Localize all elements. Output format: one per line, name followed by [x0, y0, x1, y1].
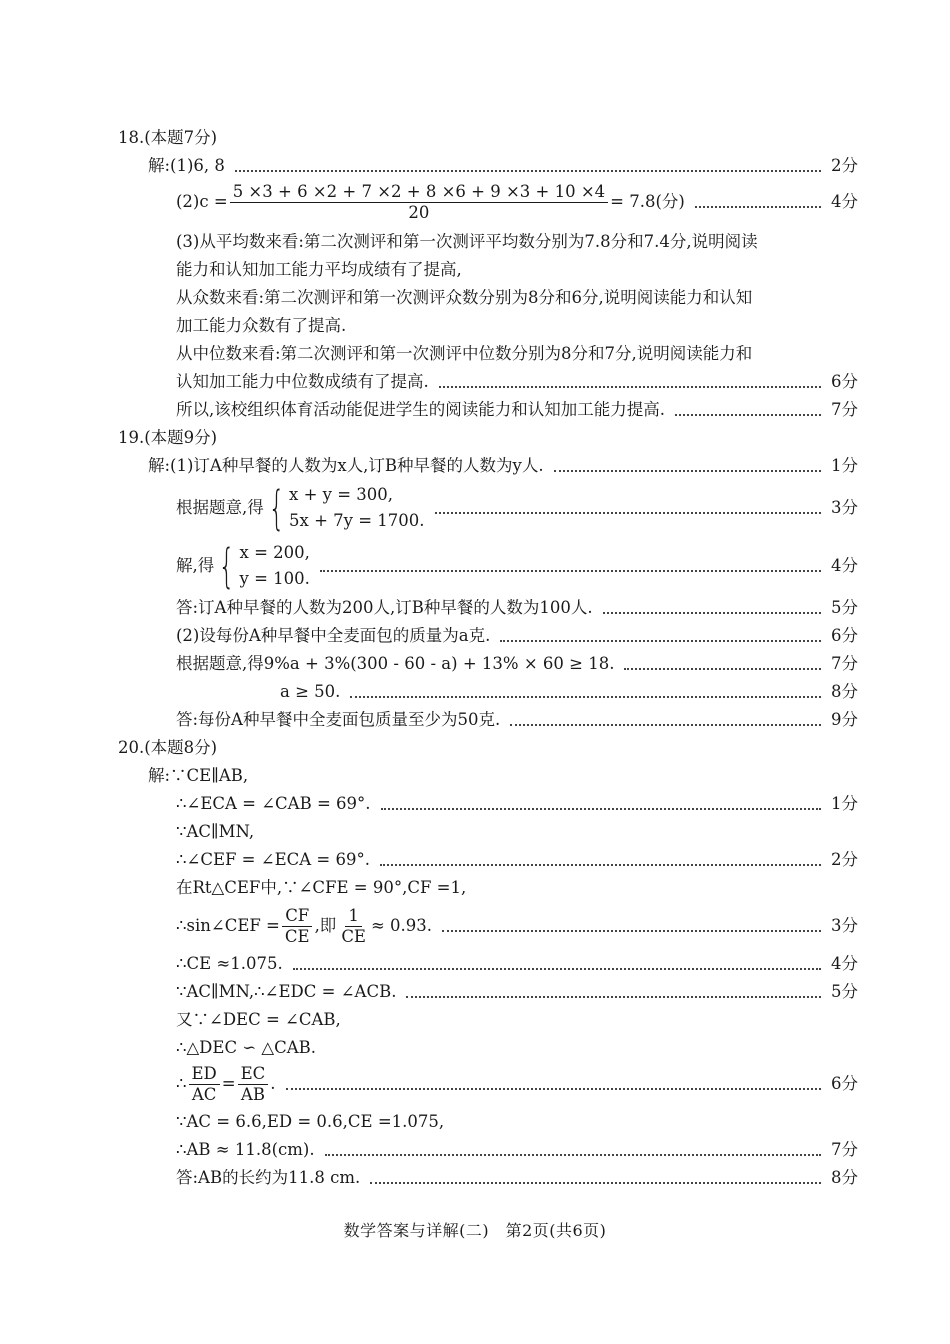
score: 7分 [831, 400, 858, 419]
q20-line-13-text: ∴AB ≈ 11.8(cm). [176, 1140, 315, 1159]
fraction-numerator: 5 ×3 + 6 ×2 + 7 ×2 + 8 ×6 + 9 ×3 + 10 ×4 [230, 182, 608, 203]
dot-leader [381, 808, 821, 810]
q20-line-3: ∵AC∥MN, [176, 822, 255, 841]
q19-line-1-text: 解:(1)订A种早餐的人数为x人,订B种早餐的人数为y人. [148, 456, 544, 475]
equation-2: 5x + 7y = 1700. [289, 511, 425, 530]
q19-line-4-text: 答:订A种早餐的人数为200人,订B种早餐的人数为100人. [176, 598, 593, 617]
q18-formula-pre: (2)c = [176, 192, 228, 211]
fraction-numerator: CF [282, 906, 312, 927]
q18-line-9 [176, 396, 858, 424]
dot-leader [235, 170, 821, 172]
q18-line-7: 从中位数来看:第二次测评和第一次测评中位数分别为8分和7分,说明阅读能力和 [176, 344, 753, 363]
q20-line-14-text: 答:AB的长约为11.8 cm. [176, 1168, 361, 1187]
q20-sin-mid: ,即 [314, 916, 337, 935]
q18-line-9-text: 所以,该校组织体育活动能促进学生的阅读能力和认知加工能力提高. [176, 400, 665, 419]
q18-line-6: 加工能力众数有了提高. [176, 316, 347, 335]
dot-leader [695, 206, 821, 208]
q19-line-6 [176, 650, 858, 678]
score: 5分 [831, 598, 858, 617]
score: 5分 [831, 982, 858, 1001]
score: 6分 [831, 372, 858, 391]
fraction-ed-ac [189, 1064, 220, 1105]
fraction-ec-ab [238, 1064, 269, 1105]
q19-line-1 [148, 452, 858, 480]
fraction-denominator: AB [240, 1084, 265, 1104]
q19-line-5-text: (2)设每份A种早餐中全麦面包的质量为a克. [176, 626, 491, 645]
score: 9分 [831, 710, 858, 729]
q20-line-8 [176, 978, 858, 1006]
solution-2: y = 100. [239, 569, 310, 588]
dot-leader [603, 612, 821, 614]
q19-line-7-text: a ≥ 50. [280, 682, 341, 701]
solution-1: x = 200, [239, 543, 310, 562]
score: 6分 [831, 626, 858, 645]
q19-line-8 [176, 706, 858, 734]
q18-line-5: 从众数来看:第二次测评和第一次测评众数分别为8分和6分,说明阅读能力和认知 [176, 288, 753, 307]
q18-line-1 [148, 152, 858, 180]
q19-line-6-text: 根据题意,得9%a + 3%(300 - 60 - a) + 13% × 60 ≥ 18. [176, 654, 615, 673]
fraction-denominator: AC [191, 1084, 217, 1104]
q20-line-10: ∴△DEC ∽ △CAB. [176, 1038, 317, 1057]
q20-line-5: 在Rt△CEF中,∵∠CFE = 90°,CF =1, [176, 878, 467, 897]
score: 6分 [831, 1074, 858, 1093]
dot-leader [439, 386, 821, 388]
q20-line-14 [176, 1164, 858, 1192]
score: 7分 [831, 654, 858, 673]
q18-formula-post: = 7.8(分) [610, 192, 685, 211]
dot-leader [370, 1182, 821, 1184]
q20-line-11 [176, 1063, 858, 1104]
score: 2分 [831, 850, 858, 869]
equation-system [264, 482, 425, 534]
q20-line-13 [176, 1136, 858, 1164]
score: 4分 [831, 556, 858, 575]
dot-leader [500, 640, 821, 642]
dot-leader [320, 570, 821, 572]
q20-line-6 [176, 905, 858, 946]
dot-leader [554, 470, 821, 472]
q19-line-2 [176, 481, 858, 535]
q19-header: 19.(本题9分) [118, 428, 218, 447]
q20-line-2-text: ∴∠ECA = ∠CAB = 69°. [176, 794, 371, 813]
q18-line-8-text: 认知加工能力中位数成绩有了提高. [176, 372, 429, 391]
q19-solution-pre: 解,得 [176, 556, 215, 575]
equation-1: x + y = 300, [289, 485, 394, 504]
brace-icon: { [218, 539, 235, 593]
score: 1分 [831, 456, 858, 475]
q20-sin-pre: ∴sin∠CEF = [176, 916, 280, 935]
q19-line-4 [176, 594, 858, 622]
q19-line-7 [280, 678, 858, 706]
dot-leader [435, 512, 821, 514]
q19-line-8-text: 答:每份A种早餐中全麦面包质量至少为50克. [176, 710, 501, 729]
score: 8分 [831, 682, 858, 701]
q20-line-12: ∵AC = 6.6,ED = 0.6,CE =1.075, [176, 1112, 445, 1131]
q18-fraction [230, 182, 608, 223]
dot-leader [510, 724, 821, 726]
q20-ratio-pre: ∴ [176, 1074, 187, 1093]
q18-line-1-text: 解:(1)6, 8 [148, 156, 225, 175]
q18-line-8 [176, 368, 858, 396]
solution-system [214, 540, 310, 592]
score: 3分 [831, 498, 858, 517]
q20-line-8-text: ∵AC∥MN,∴∠EDC = ∠ACB. [176, 982, 397, 1001]
q20-ratio-post: . [270, 1074, 276, 1093]
fraction-denominator: 20 [408, 202, 430, 222]
dot-leader [293, 968, 821, 970]
q18-header: 18.(本题7分) [118, 128, 218, 147]
q19-line-5 [176, 622, 858, 650]
brace-icon: { [268, 481, 285, 535]
q18-line-3: (3)从平均数来看:第二次测评和第一次测评平均数分别为7.8分和7.4分,说明阅读 [176, 232, 758, 251]
dot-leader [286, 1088, 821, 1090]
page-footer: 数学答案与详解(二) 第2页(共6页) [343, 1221, 607, 1240]
score: 8分 [831, 1168, 858, 1187]
fraction-denominator: CE [341, 926, 366, 946]
q18-line-2 [176, 181, 858, 222]
q20-line-1: 解:∵CE∥AB, [148, 766, 249, 785]
q20-sin-post: ≈ 0.93. [370, 916, 433, 935]
q20-line-4-text: ∴∠CEF = ∠ECA = 69°. [176, 850, 370, 869]
fraction-numerator: ED [189, 1064, 220, 1085]
dot-leader [675, 414, 821, 416]
score: 1分 [831, 794, 858, 813]
dot-leader [442, 930, 821, 932]
dot-leader [624, 668, 821, 670]
score: 4分 [831, 192, 858, 211]
q18-line-4: 能力和认知加工能力平均成绩有了提高, [176, 260, 462, 279]
fraction-cf-ce [282, 906, 313, 947]
q20-line-7 [176, 950, 858, 978]
q20-header: 20.(本题8分) [118, 738, 218, 757]
score: 3分 [831, 916, 858, 935]
fraction-numerator: 1 [345, 906, 362, 927]
dot-leader [406, 996, 821, 998]
score: 4分 [831, 954, 858, 973]
fraction-1-ce [338, 906, 369, 947]
q20-ratio-eq: = [221, 1074, 236, 1093]
fraction-denominator: CE [284, 926, 310, 946]
dot-leader [325, 1154, 821, 1156]
q20-line-4 [176, 846, 858, 874]
q20-line-9: 又∵∠DEC = ∠CAB, [176, 1010, 341, 1029]
dot-leader [380, 864, 821, 866]
q19-line-3 [176, 539, 858, 593]
q19-system-pre: 根据题意,得 [176, 498, 264, 517]
q20-line-7-text: ∴CE ≈1.075. [176, 954, 283, 973]
score: 7分 [831, 1140, 858, 1159]
dot-leader [350, 696, 821, 698]
fraction-numerator: EC [238, 1064, 269, 1085]
q20-line-2 [176, 790, 858, 818]
score: 2分 [831, 156, 858, 175]
